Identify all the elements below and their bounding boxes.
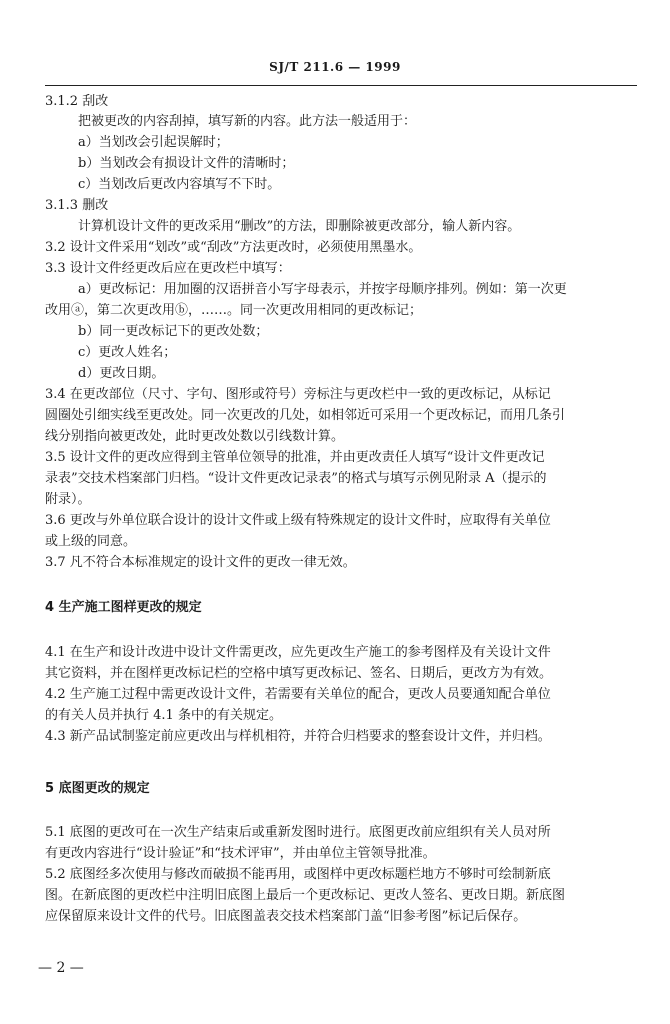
clause-5-1: 5.1 底图的更改可在一次生产结束后或重新发图时进行。底图更改前应组织有关人员对所 bbox=[45, 825, 551, 840]
text-line: 把被更改的内容刮掉，填写新的内容。此方法一般适用于： bbox=[78, 114, 417, 129]
list-item: c）当划改后更改内容填写不下时。 bbox=[78, 177, 281, 192]
clause-3-5: 3.5 设计文件的更改应得到主管单位领导的批准，并由更改责任人填写“设计文件更改记 bbox=[45, 450, 545, 465]
clause-3-4: 3.4 在更改部位（尺寸、字句、图形或符号）旁标注与更改栏中一致的更改标记，从标记 bbox=[45, 387, 551, 402]
clause-3-1-3-heading: 3.1.3 删改 bbox=[45, 198, 109, 213]
clause-3-7: 3.7 凡不符合本标准规定的设计文件的更改一律无效。 bbox=[45, 555, 356, 570]
clause-3-2: 3.2 设计文件采用“划改”或“刮改”方法更改时，必须使用黑墨水。 bbox=[45, 240, 422, 255]
clause-3-3: 3.3 设计文件经更改后应在更改栏中填写： bbox=[45, 261, 291, 276]
header-rule bbox=[45, 85, 637, 86]
clause-5-2: 5.2 底图经多次使用与修改而破损不能再用，或图样中更改标题栏地方不够时可绘制新底 bbox=[45, 867, 551, 882]
standard-code-header: SJ/T 211.6 — 1999 bbox=[269, 60, 401, 74]
section-4-heading: 4 生产施工图样更改的规定 bbox=[45, 600, 202, 615]
text-line: 线分别指向被更改处，此时更改处数以引线数计算。 bbox=[45, 429, 345, 444]
clause-3-6: 3.6 更改与外单位联合设计的设计文件或上级有特殊规定的设计文件时，应取得有关单位 bbox=[45, 513, 551, 528]
text-line: 改用ⓐ，第二次更改用ⓑ，……。同一次更改用相同的更改标记； bbox=[45, 303, 423, 318]
list-item: c）更改人姓名； bbox=[78, 345, 177, 360]
list-item: a）当划改会引起误解时； bbox=[78, 135, 229, 150]
text-line: 录表”交技术档案部门归档。“设计文件更改记录表”的格式与填写示例见附录 A（提示的 bbox=[45, 471, 547, 486]
text-line: 或上级的同意。 bbox=[45, 534, 137, 549]
list-item: b）同一更改标记下的更改处数； bbox=[78, 324, 269, 339]
text-line: 计算机设计文件的更改采用“删改”的方法，即删除被更改部分，输人新内容。 bbox=[78, 219, 521, 234]
text-line: 的有关人员并执行 4.1 条中的有关规定。 bbox=[45, 708, 282, 723]
text-line: 附录）。 bbox=[45, 492, 91, 507]
clause-4-1: 4.1 在生产和设计改进中设计文件需更改，应先更改生产施工的参考图样及有关设计文件 bbox=[45, 645, 551, 660]
list-item: a）更改标记：用加圈的汉语拼音小写字母表示，并按字母顺序排列。例如：第一次更 bbox=[78, 282, 567, 297]
section-5-heading: 5 底图更改的规定 bbox=[45, 781, 150, 796]
clause-3-1-2-heading: 3.1.2 刮改 bbox=[45, 94, 109, 109]
clause-4-2: 4.2 生产施工过程中需更改设计文件，若需要有关单位的配合，更改人员要通知配合单位 bbox=[45, 687, 551, 702]
text-line: 图。在新底图的更改栏中注明旧底图上最后一个更改标记、更改人签名、更改日期。新底图 bbox=[45, 888, 566, 903]
list-item: d）更改日期。 bbox=[78, 366, 165, 381]
clause-4-3: 4.3 新产品试制鉴定前应更改出与样机相符，并符合归档要求的整套设计文件，并归档。 bbox=[45, 729, 551, 744]
page-number: — 2 — bbox=[38, 960, 84, 976]
text-line: 有更改内容进行“设计验证”和“技术评审”，并由单位主管领导批准。 bbox=[45, 846, 436, 861]
text-line: 应保留原来设计文件的代号。旧底图盖表交技术档案部门盖“旧参考图”标记后保存。 bbox=[45, 909, 527, 924]
text-line: 圆圈处引细实线至更改处。同一次更改的几处，如相邻近可采用一个更改标记，而用几条引 bbox=[45, 408, 566, 423]
list-item: b）当划改会有损设计文件的清晰时； bbox=[78, 156, 295, 171]
text-line: 其它资料，并在图样更改标记栏的空格中填写更改标记、签名、日期后，更改方为有效。 bbox=[45, 666, 553, 681]
